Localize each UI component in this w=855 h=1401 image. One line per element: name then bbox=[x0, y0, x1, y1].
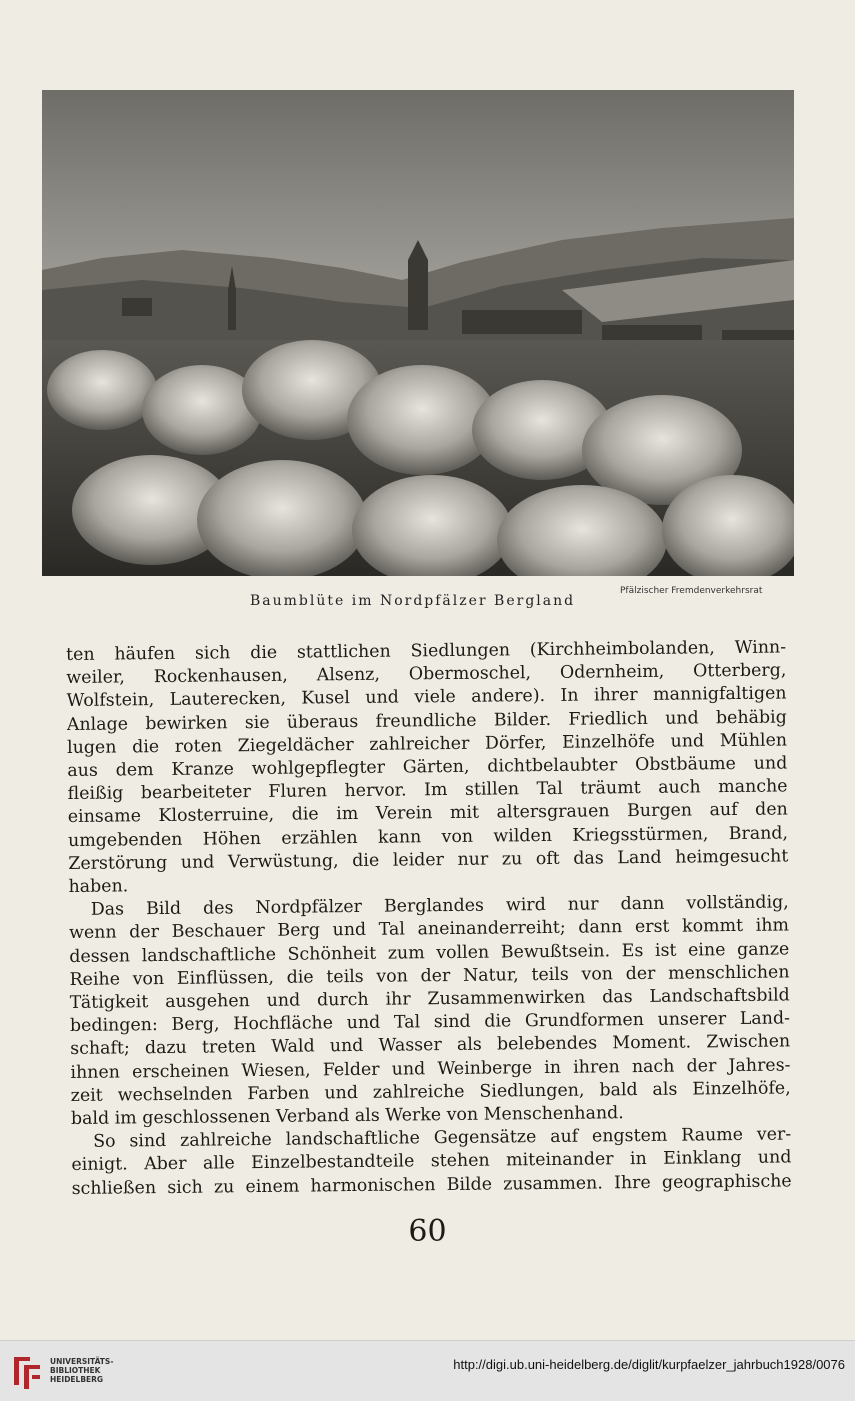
text-line: Wolfstein, Lauterecken, Kusel und viele andere). In ihrer mannigfaltigen bbox=[66, 683, 787, 712]
text-line: ihnen erscheinen Wiesen, Felder und Weinberge in ihren nach der Jahres- bbox=[70, 1055, 791, 1083]
text-line: haben. bbox=[68, 876, 129, 898]
text-line: bedingen: Berg, Hochfläche und Tal sind die Grundformen unserer Land- bbox=[69, 1008, 791, 1037]
text-line: weiler, Rockenhausen, Alsenz, Obermoschel, Odernheim, Otterberg, bbox=[66, 660, 787, 689]
text-line: aus dem Kranze wohlgepflegter Gärten, dichtbelaubter Obstbäume und bbox=[67, 753, 788, 782]
figure-caption: Baumblüte im Nordpfälzer Bergland bbox=[250, 593, 576, 609]
library-logo-icon bbox=[10, 1351, 44, 1391]
text-line: Reihe von Einflüssen, die teils von der Natur, teils von der menschlichen bbox=[69, 962, 790, 990]
text-line: einigt. Aber alle Einzelbestandteile stehen miteinander in Einklang und bbox=[71, 1147, 792, 1176]
text-line: zeit wechselnden Farben und zahlreiche Siedlungen, bald als Einzelhöfe, bbox=[70, 1078, 791, 1106]
text-line: So sind zahlreiche landschaftliche Gegensätze auf engstem Raume ver- bbox=[93, 1124, 792, 1153]
text-line: fleißig bearbeiteter Fluren hervor. Im stillen Tal träumt auch manche bbox=[67, 776, 788, 805]
text-line: schließen sich zu einem harmonischen Bilde zusammen. Ihre geographische bbox=[71, 1171, 792, 1199]
text-line: Zerstörung und Verwüstung, die leider nur zu oft das Land heimgesucht bbox=[68, 846, 789, 874]
text-line: dessen landschaftliche Schönheit zum vollen Bewußtsein. Es ist eine ganze bbox=[69, 939, 790, 967]
text-line: lugen die roten Ziegeldächer zahlreicher Dörfer, Einzelhöfe und Mühlen bbox=[66, 730, 788, 758]
text-line: Das Bild des Nordpfälzer Berglandes wird nur dann vollständig, bbox=[90, 892, 789, 920]
text-line: einsame Klosterruine, die im Verein mit altersgrauen Burgen auf den bbox=[67, 799, 788, 828]
text-line: schaft; dazu treten Wald und Wasser als belebendes Moment. Zwischen bbox=[70, 1031, 791, 1060]
text-line: ten häufen sich die stattlichen Siedlungen (Kirchheimbolanden, Winn- bbox=[66, 637, 787, 665]
text-line: bald im geschlossenen Verband als Werke von Menschenhand. bbox=[70, 1103, 624, 1130]
library-footer bbox=[0, 1340, 855, 1401]
page-number: 60 bbox=[408, 1214, 447, 1249]
text-line: wenn der Beschauer Berg und Tal aneinanderreiht; dann erst kommt ihm bbox=[68, 915, 790, 944]
text-line: Anlage bewirken sie überaus freundliche Bilder. Friedlich und behäbig bbox=[66, 707, 787, 735]
body-text bbox=[66, 636, 792, 1200]
text-line: Tätigkeit ausgehen und durch ihr Zusammenwirken das Landschaftsbild bbox=[69, 985, 790, 1014]
library-name: UNIVERSITÄTS- BIBLIOTHEK HEIDELBERG bbox=[50, 1357, 114, 1384]
source-url[interactable]: http://digi.ub.uni-heidelberg.de/diglit/kurpfaelzer_jahrbuch1928/0076 bbox=[453, 1357, 845, 1372]
photo-credit: Pfälzischer Fremdenverkehrsrat bbox=[620, 586, 763, 596]
photo-illustration bbox=[42, 90, 794, 576]
text-line: umgebenden Höhen erzählen kann von wilden Kriegsstürmen, Brand, bbox=[67, 823, 789, 851]
landscape-photo bbox=[42, 90, 794, 576]
